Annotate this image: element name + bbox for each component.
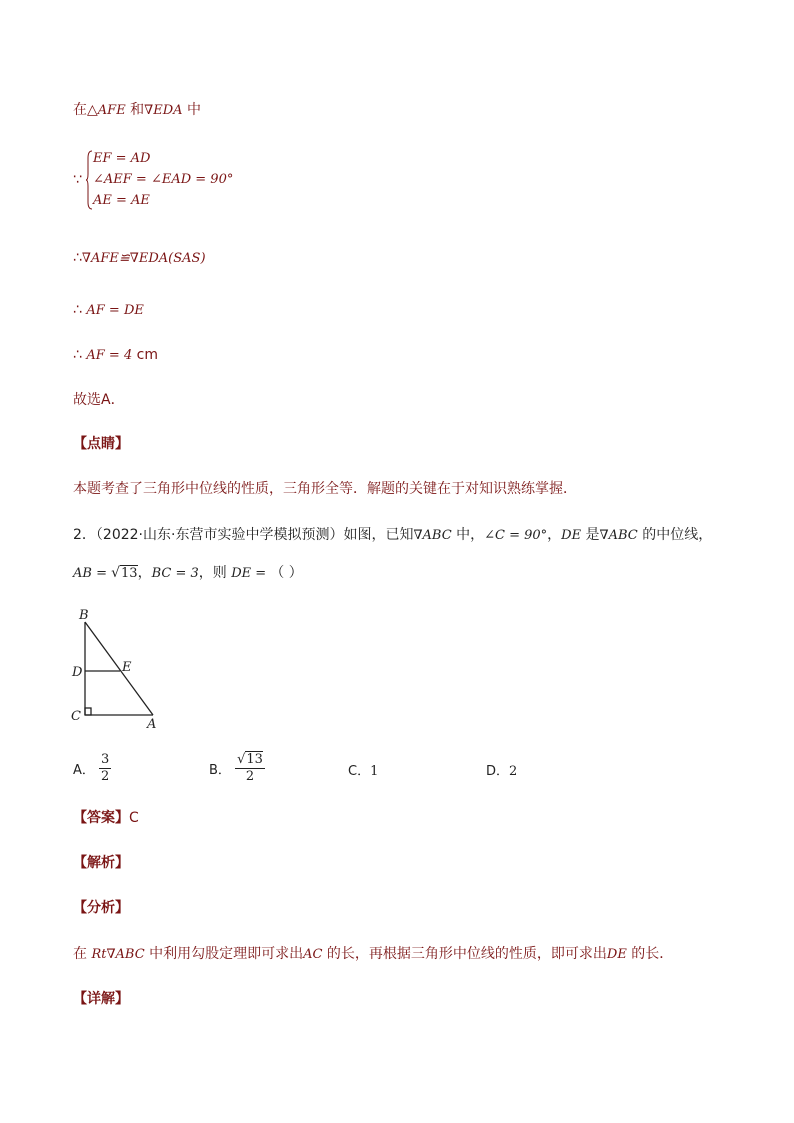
congruence-line [73,248,206,269]
sqrt-sign: √ [237,752,246,767]
congruence-reason: (SAS) [168,251,206,266]
vertex-c: C [71,709,81,724]
nabla-symbol: ∇ [144,103,154,118]
option-c-value: 1 [370,764,379,779]
de-expr: DE = [231,566,271,581]
bc-expr: BC = 3 [151,566,199,581]
option-c-label: C． [348,764,371,779]
intro-pre: 在 [73,102,87,118]
fenxi-t2: 中利用勾股定理即可求出 [144,946,304,962]
fenxi-t1: 在 [73,946,92,962]
therefore-symbol: ∴ [73,302,82,318]
angle-c: ∠C = 90° [484,528,548,543]
option-a-denominator: 2 [101,769,110,784]
given-eq3: AE = AE [93,193,150,208]
intro-post: 中 [182,102,201,118]
answer-value: C [129,810,139,826]
question-source: （2022·山东·东营市实验中学模拟预测）如图，已知 [95,527,414,543]
point-e: E [122,660,132,675]
comment-text: 本题考查了三角形中位线的性质，三角形全等．解题的关键在于对知识熟练掌握． [73,481,577,497]
q2-text-6: ， [137,565,152,581]
result-unit: cm [132,347,159,363]
option-a-fraction [99,752,111,785]
option-b-label: B． [209,763,231,778]
analysis-heading: 【解析】 [73,855,129,871]
fenxi-heading: 【分析】 [73,900,129,916]
intro-line [73,100,201,121]
detail-heading: 【详解】 [73,991,129,1007]
option-b-numerator: 13 [246,752,263,767]
option-d[interactable] [486,760,517,779]
triangle-abc-2: ∇ABC [599,528,638,543]
rt-triangle: Rt∇ABC [91,947,145,962]
comment-heading: 【点睛】 [73,436,129,452]
choose-line: 故选A． [73,392,125,408]
point-d: D [72,665,83,680]
triangle-symbol: △ [87,102,98,118]
answer-heading: 【答案】 [73,810,129,826]
option-b-fraction [235,752,265,785]
triangle-eda: EDA [153,103,183,118]
fenxi-t3: 的长，再根据三角形中位线的性质，即可求出 [322,946,607,962]
result-line-2 [73,345,158,366]
option-a[interactable] [73,752,111,785]
because-symbol: ∵ [73,172,82,188]
ab-expr: AB = [73,566,112,581]
fenxi-text [73,944,673,965]
q2-text-7: ，则 [198,565,232,581]
question-2-line-1 [73,525,712,546]
intro-mid: 和 [125,102,145,118]
option-a-label: A． [73,763,95,778]
therefore-symbol: ∴ [73,250,82,266]
left-brace [86,150,92,210]
option-b[interactable] [209,752,265,785]
option-d-value: 2 [509,764,518,779]
given-eq2: ∠AEF = ∠EAD = 90° [93,172,234,187]
congruence-expr: ∇AFE≌∇EDA [81,251,169,266]
given-eq1: EF = AD [93,151,151,166]
triangle-figure [65,605,165,735]
result-expr-1: AF = DE [86,303,144,318]
triangle-afe: AFE [97,103,126,118]
segment-ac: AC [303,947,323,962]
vertex-a: A [147,717,157,732]
question-2-line-2 [73,563,303,584]
ab-value: 13 [121,566,138,581]
result-expr-2: AF = 4 [86,348,133,363]
therefore-symbol: ∴ [73,347,82,363]
fenxi-t4: 的长． [626,946,674,962]
option-b-denominator: 2 [245,769,255,784]
question-number: 2． [73,527,96,543]
option-c[interactable] [348,760,378,779]
q2-text-5: 的中位线， [637,527,713,543]
option-a-numerator: 3 [101,752,110,767]
q2-text-4: 是 [581,527,600,543]
segment-de-2: DE [606,947,627,962]
answer-blank: （ ） [270,565,303,581]
triangle-abc: ∇ABC [413,528,452,543]
vertex-b: B [79,608,89,623]
q2-text-2: 中， [451,527,485,543]
q2-text-3: ， [547,527,562,543]
option-d-label: D． [486,764,510,779]
answer-line [73,808,139,828]
segment-de: DE [561,528,582,543]
result-line-1 [73,300,144,321]
sqrt-sign: √ [111,565,121,581]
